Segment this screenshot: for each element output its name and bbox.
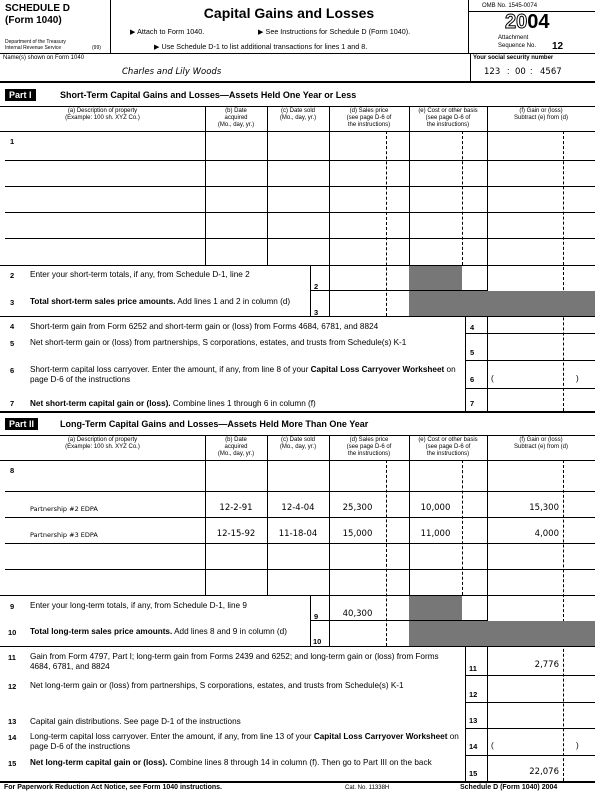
line12-text: Net long-term gain or (loss) from partnerships, S corporations, estates, and trusts from Schedule(s) K-1 <box>30 681 404 690</box>
line12-box: 12 <box>469 690 478 699</box>
line13-box: 13 <box>469 716 478 725</box>
line13-number: 13 <box>8 717 17 726</box>
line5-number: 5 <box>10 339 15 348</box>
p1-col-c: (c) Date sold (Mo., day, yr.) <box>279 108 317 121</box>
line9-sales-total[interactable]: 40,300 <box>342 609 373 619</box>
form-title: Capital Gains and Losses <box>203 5 375 21</box>
line9-number: 9 <box>10 602 15 611</box>
line12-number: 12 <box>8 682 17 691</box>
tax-year-suffix: 04 <box>527 11 550 33</box>
ssn-part3[interactable]: 4567 <box>540 67 562 77</box>
p2-col-f: (f) Gain or (loss) Subtract (e) from (d) <box>513 437 568 450</box>
row2-gain[interactable]: 4,000 <box>534 529 559 539</box>
line14-text: Long-term capital loss carryover. Enter the amount, if any, from line 13 of your Capital Loss Carryover Worksheet on page D-6 of the instructions <box>30 732 459 751</box>
row1-date-acquired[interactable]: 12-2-91 <box>219 503 253 513</box>
form-label: (Form 1040) <box>5 15 62 26</box>
p2-col-c: (c) Date sold (Mo., day, yr.) <box>279 437 317 450</box>
line6-text: Short-term capital loss carryover. Enter the amount, if any, from line 8 of your Capital Loss Carryover Worksheet on page D-6 of the instructions <box>30 365 456 384</box>
dept-code: (99) <box>92 45 101 51</box>
footer-form-id: Schedule D (Form 1040) 2004 <box>460 784 558 791</box>
p1-col-b: (b) Date acquired (Mo., day, yr.) <box>217 108 255 128</box>
line11-value[interactable]: 2,776 <box>534 660 559 670</box>
line11-number: 11 <box>8 653 16 662</box>
p2-col-b: (b) Date acquired (Mo., day, yr.) <box>217 437 255 457</box>
attachment-label: Attachment <box>498 35 529 41</box>
line14-number: 14 <box>8 733 17 742</box>
sequence-label: Sequence No. <box>498 43 537 49</box>
line6-open-paren: ( <box>491 374 494 383</box>
line9-text: Enter your long-term totals, if any, from Schedule D-1, line 9 <box>30 601 247 610</box>
p1-col-f: (f) Gain or (loss) Subtract (e) from (d) <box>513 108 568 121</box>
line6-box: 6 <box>470 375 475 384</box>
p1-col-a: (a) Description of property (Example: 100 sh. XYZ Co.) <box>65 108 140 121</box>
line2-number: 2 <box>10 271 15 280</box>
row1-sales-price[interactable]: 25,300 <box>342 503 373 513</box>
use-d1-instruction: ▶ Use Schedule D-1 to list additional transactions for lines 1 and 8. <box>154 42 368 51</box>
line4-box: 4 <box>470 323 475 332</box>
line11-text: Gain from Form 4797, Part I; long-term gain from Forms 2439 and 6252; and long-term gain or (loss) from Forms 4684, 6781, and 8824 <box>30 652 439 671</box>
line7-number: 7 <box>10 399 15 408</box>
tax-year-prefix: 20 <box>505 11 528 33</box>
line14-open-paren: ( <box>491 741 494 750</box>
line13-text: Capital gain distributions. See page D-1 of the instructions <box>30 717 241 726</box>
line2-text: Enter your short-term totals, if any, from Schedule D-1, line 2 <box>30 270 250 279</box>
name-label: Name(s) shown on Form 1040 <box>3 55 85 61</box>
line2-box: 2 <box>314 282 319 291</box>
omb-number: OMB No. 1545-0074 <box>482 3 538 9</box>
line5-text: Net short-term gain or (loss) from partnerships, S corporations, estates, and trusts from Schedule(s) K-1 <box>30 338 407 347</box>
schedule-label: SCHEDULE D <box>5 3 71 14</box>
row1-gain[interactable]: 15,300 <box>529 503 559 513</box>
part2-title: Long-Term Capital Gains and Losses—Assets Held More Than One Year <box>60 419 369 429</box>
line15-text: Net long-term capital gain or (loss). Combine lines 8 through 14 in column (f). Then go to Part III on the back <box>30 758 432 767</box>
row1-description[interactable]: Partnership #2 EDPA <box>30 505 98 513</box>
line1-number: 1 <box>10 137 15 146</box>
line3-box: 3 <box>314 308 319 317</box>
line10-number: 10 <box>8 628 17 637</box>
line4-text: Short-term gain from Form 6252 and short-term gain or (loss) from Forms 4684, 6781, and 8824 <box>30 322 379 331</box>
row2-cost-basis[interactable]: 11,000 <box>420 529 451 539</box>
line7-text: Net short-term capital gain or (loss). Combine lines 1 through 6 in column (f) <box>30 399 316 408</box>
dept-line1: Department of the Treasury <box>5 39 66 45</box>
line11-box: 11 <box>469 664 477 673</box>
line3-text: Total short-term sales price amounts. Add lines 1 and 2 in column (d) <box>30 297 291 306</box>
tax-year <box>505 11 550 33</box>
line4-number: 4 <box>10 322 15 331</box>
line15-value[interactable]: 22,076 <box>529 767 559 777</box>
part2-badge: Part II <box>5 418 38 430</box>
ssn-part2[interactable]: 00 <box>515 67 526 77</box>
part1-badge: Part I <box>5 89 36 101</box>
p2-col-d: (d) Sales price (see page D-6 of the instructions) <box>346 437 392 457</box>
line10-box: 10 <box>313 637 322 646</box>
line5-box: 5 <box>470 348 475 357</box>
line8-number: 8 <box>10 466 15 475</box>
taxpayer-name[interactable]: Charles and Lily Woods <box>122 67 222 77</box>
p2-col-e: (e) Cost or other basis (see page D-6 of the instructions) <box>418 437 478 457</box>
p1-col-e: (e) Cost or other basis (see page D-6 of the instructions) <box>418 108 478 128</box>
dept-line2: Internal Revenue Service <box>5 45 62 51</box>
part1-title: Short-Term Capital Gains and Losses—Assets Held One Year or Less <box>60 90 357 100</box>
line3-number: 3 <box>10 298 15 307</box>
see-instructions: ▶ See Instructions for Schedule D (Form 1040). <box>258 27 411 36</box>
ssn-label: Your social security number <box>473 55 554 61</box>
line14-box: 14 <box>469 742 478 751</box>
ssn-part1[interactable]: 123 <box>484 67 501 77</box>
line15-box: 15 <box>469 769 478 778</box>
p1-col-d: (d) Sales price (see page D-6 of the instructions) <box>346 108 392 128</box>
row2-date-sold[interactable]: 11-18-04 <box>278 529 318 539</box>
row2-date-acquired[interactable]: 12-15-92 <box>216 529 256 539</box>
line10-text: Total long-term sales price amounts. Add lines 8 and 9 in column (d) <box>30 627 287 636</box>
attach-instruction: ▶ Attach to Form 1040. <box>130 27 205 36</box>
line6-close-paren: ) <box>576 374 579 383</box>
row2-sales-price[interactable]: 15,000 <box>342 529 373 539</box>
p2-col-a: (a) Description of property (Example: 100 sh. XYZ Co.) <box>65 437 140 450</box>
footer-cat-number: Cat. No. 11338H <box>345 785 390 791</box>
line9-box: 9 <box>314 612 319 621</box>
sequence-number: 12 <box>552 41 564 52</box>
row1-cost-basis[interactable]: 10,000 <box>420 503 451 513</box>
line14-close-paren: ) <box>576 741 579 750</box>
line15-number: 15 <box>8 759 17 768</box>
row2-description[interactable]: Partnership #3 EDPA <box>30 531 98 539</box>
footer-paperwork-notice: For Paperwork Reduction Act Notice, see Form 1040 instructions. <box>4 784 222 791</box>
line7-box: 7 <box>470 399 475 408</box>
row1-date-sold[interactable]: 12-4-04 <box>281 503 315 513</box>
line6-number: 6 <box>10 366 15 375</box>
